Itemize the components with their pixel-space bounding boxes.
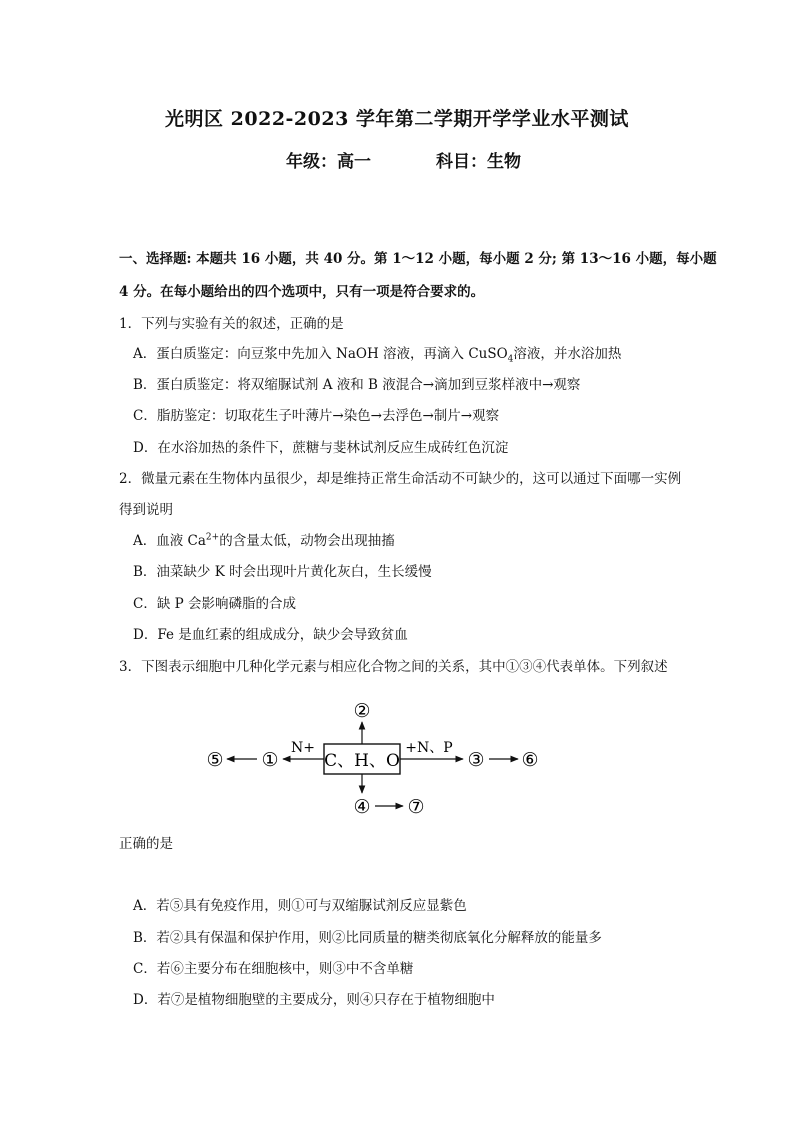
section-heading-line2: 4 分。在每小题给出的四个选项中，只有一项是符合要求的。 — [119, 284, 485, 300]
q3-option-a: A．若⑤具有免疫作用，则①可与双缩脲试剂反应显紫色 — [133, 898, 467, 914]
diagram-node-2: ② — [353, 700, 371, 722]
q1-option-b: B．蛋白质鉴定：将双缩脲试剂 A 液和 B 液混合→滴加到豆浆样液中→观察 — [133, 377, 581, 393]
q2-stem-line2: 得到说明 — [119, 502, 173, 518]
q3-stem-line1: 3．下图表示细胞中几种化学元素与相应化合物之间的关系，其中①③④代表单体。下列叙述 — [119, 659, 668, 675]
diagram-node-5: ⑤ — [206, 749, 224, 771]
q3-option-b: B．若②具有保温和保护作用，则②比同质量的糖类彻底氧化分解释放的能量多 — [133, 930, 602, 946]
q1-option-a-subscript: 4 — [507, 354, 514, 365]
exam-subtitle — [0, 147, 794, 171]
q1-option-a-text-end: 溶液，并水浴加热 — [513, 346, 622, 362]
q3-option-d: D．若⑦是植物细胞壁的主要成分，则④只存在于植物细胞中 — [133, 992, 495, 1008]
diagram-node-7: ⑦ — [407, 796, 425, 818]
diagram-label-np: +N、P — [405, 740, 453, 756]
q2-option-b: B．油菜缺少 K 时会出现叶片黄化灰白，生长缓慢 — [133, 564, 432, 580]
grade-label: 年级：高一 — [286, 152, 371, 172]
q1-option-a-text: A．蛋白质鉴定：向豆浆中先加入 NaOH 溶液，再滴入 CuSO — [133, 346, 508, 362]
diagram-node-3: ③ — [467, 749, 485, 771]
q2-option-c: C．缺 P 会影响磷脂的合成 — [133, 596, 296, 612]
q1-option-d: D．在水浴加热的条件下，蔗糖与斐林试剂反应生成砖红色沉淀 — [133, 440, 509, 456]
q2-option-a-text: A．血液 Ca — [133, 533, 206, 549]
q3-stem-line2: 正确的是 — [119, 836, 173, 852]
q2-option-a-text-end: 的含量太低，动物会出现抽搐 — [219, 533, 395, 549]
diagram-node-1: ① — [261, 749, 279, 771]
element-compound-diagram — [195, 695, 555, 825]
diagram-center-label: C、H、O — [324, 751, 400, 771]
q2-stem-line1: 2．微量元素在生物体内虽很少，却是维持正常生命活动不可缺少的，这可以通过下面哪一实例 — [119, 471, 682, 487]
q1-option-a — [133, 342, 621, 365]
section-heading-line1: 一、选择题: 本题共 16 小题，共 40 分。第 1～12 小题，每小题 2 分; 第 13～16 小题，每小题 — [119, 251, 717, 267]
q2-option-a-superscript: 2+ — [205, 532, 220, 543]
q3-option-c: C．若⑥主要分布在细胞核中，则③中不含单糖 — [133, 961, 414, 977]
diagram-node-6: ⑥ — [521, 749, 539, 771]
q2-option-d: D．Fe 是血红素的组成成分，缺少会导致贫血 — [133, 627, 408, 643]
diagram-label-n: N+ — [291, 740, 315, 756]
diagram-node-4: ④ — [353, 796, 371, 818]
subject-label: 科目：生物 — [436, 152, 521, 172]
q1-option-c: C．脂肪鉴定：切取花生子叶薄片→染色→去浮色→制片→观察 — [133, 408, 500, 424]
exam-title: 光明区 2022-2023 学年第二学期开学学业水平测试 — [165, 108, 629, 130]
q2-option-a — [133, 529, 395, 549]
q1-stem: 1．下列与实验有关的叙述，正确的是 — [119, 316, 344, 332]
